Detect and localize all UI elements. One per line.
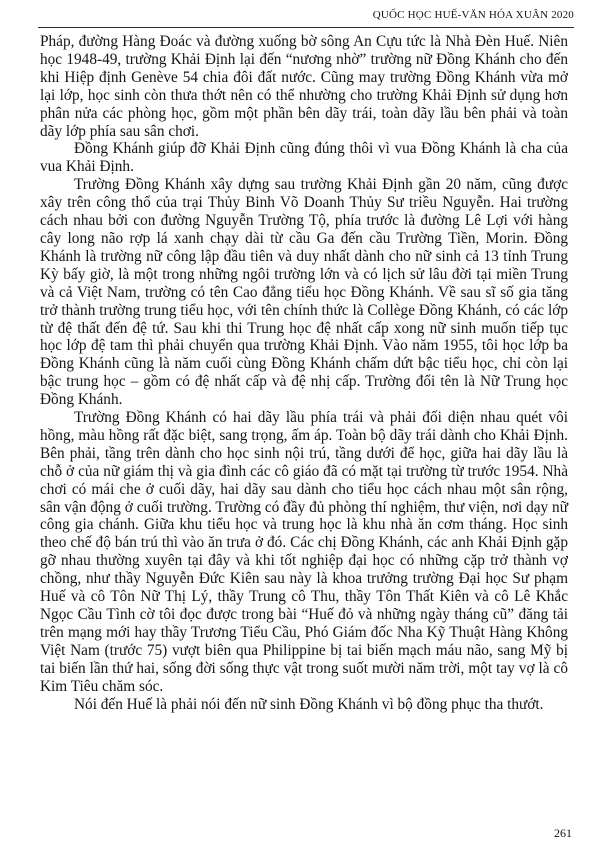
paragraph-uniform: Nói đến Huế là phải nói đến nữ sinh Đồng Khánh vì bộ đồng phục tha thướt.	[74, 695, 544, 713]
paragraph-dong-khanh-history: Trường Đồng Khánh xây dựng sau trường Khải Định gần 20 năm, cũng được xây trên công thổ của trại Thủy Binh Võ Doanh Thủy Sư triều Nguyễn. Hai trường cách nhau bởi con đường Nguyễn Trường Tộ, phía trước là đường Lê Lợi với hàng cây long não rợp lá xanh chạy dài từ cầu Ga đến cầu Trường Tiền, Morin. Đồng Khánh là trường nữ công lập đầu tiên và duy nhất dành cho nữ sinh cả 13 tỉnh Trung Kỳ bấy giờ, là một trong những ngôi trường lớn và có lịch sử lâu đời tại miền Trung và cả Việt Nam, trường có tên Cao đẳng tiểu học Đồng Khánh. Về sau sĩ số gia tăng trở thành trường trung tiểu học, với tên chính thức là Collège Đồng Khánh, có các lớp từ đệ thất đến đệ tứ. Sau khi thi Trung học đệ nhất cấp xong nữ sinh muốn tiếp tục học lớp đệ tam thì phải chuyển qua trường Khải Định. Vào năm 1955, tôi học lớp ba Đồng Khánh cũng là năm cuối cùng Đồng Khánh chấm dứt bậc tiểu học, chỉ còn lại bậc trung học – gồm có đệ nhất cấp và đệ nhị cấp. Trường đổi tên là Nữ Trung học Đồng Khánh.	[40, 176, 568, 409]
paragraph-campus-description: Trường Đồng Khánh có hai dãy lầu phía trái và phải đối diện nhau quét vôi hồng, màu hồng rất đặc biệt, sang trọng, ấm áp. Toàn bộ dãy trái dành cho Khải Định. Bên phải, tầng trên dành cho học sinh nội trú, tầng dưới để học, giữa hai dãy lầu là chỗ ở của nữ giám thị và gia đình các cô giáo đã có mặt tại trường từ trước 1954. Nhà chơi có mái che ở cuối dãy, hai dãy sau dành cho tiểu học cách nhau một sân rộng, sân vận động ở cuối trường. Trường có đầy đủ phòng thí nghiệm, thư viện, nơi dạy nữ công gia chánh. Giữa khu tiểu học và trung học là khu nhà ăn cơm tháng. Học sinh theo chế độ bán trú thì vào ăn trưa ở đó. Các chị Đồng Khánh, các anh Khải Định gặp gỡ nhau thường xuyên tại đây và khi tốt nghiệp đại học có những cặp trở thành vợ chồng, như thầy Nguyễn Đức Kiên sau này là khoa trưởng trường Đại học Sư phạm Huế và cô Tôn Nữ Thị Lý, thầy Trung cô Thu, thầy Tôn Thất Kiên và cô Lê Khắc Ngọc Cầu Tình cờ tôi đọc được trong bài “Huế đỏ và những ngày tháng cũ” đăng tải trên mạng mới hay thầy Trương Tiểu Cầu, Phó Giám đốc Nha Kỹ Thuật Hàng Không Việt Nam (trước 75) vượt biên qua Philippine bị tai biến mạch máu não, sang Mỹ bị tai biến lần thứ hai, sống đời sống thực vật trong suốt mười năm trời, một tay vợ là cô Kim Tiêu chăm sóc.	[40, 409, 568, 695]
page-number: 261	[554, 826, 572, 840]
running-header: QUỐC HỌC HUẾ-VĂN HÓA XUÂN 2020	[372, 9, 574, 21]
article-body	[40, 33, 568, 713]
paragraph-continuation: Pháp, đường Hàng Đoác và đường xuống bờ sông An Cựu tức là Nhà Đèn Huế. Niên học 1948-49, trường Khải Định lại đến “nương nhờ” trường nữ Đồng Khánh cho đến khi Hiệp định Genève 54 chia đôi đất nước. Cũng may trường Đồng Khánh vừa mở lại lớp, học sinh còn thưa thớt nên có thể nhường cho trường Khải Định sử dụng hơn phân nửa các phòng học, gồm một phần bên dãy trái, toàn dãy lầu bên phải và toàn dãy lớp phía sau sân chơi.	[40, 33, 568, 140]
paragraph-dong-khanh-father: Đồng Khánh giúp đỡ Khải Định cũng đúng thôi vì vua Đồng Khánh là cha của vua Khải Định.	[40, 140, 568, 176]
header-rule	[38, 27, 574, 28]
